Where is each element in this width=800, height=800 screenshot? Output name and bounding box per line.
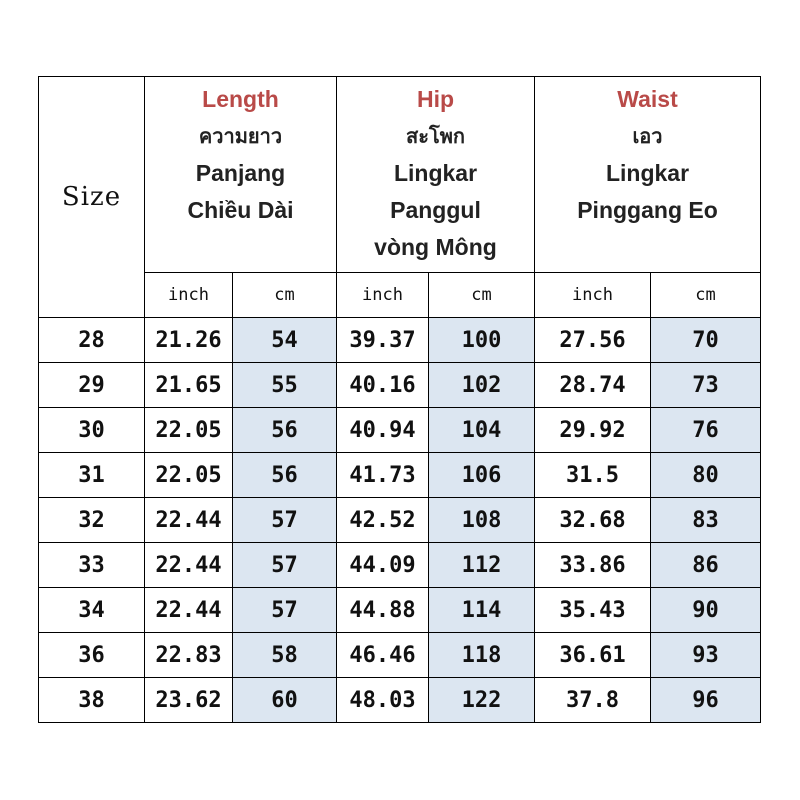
- cell-hip-inch: 41.73: [337, 453, 429, 498]
- cell-waist-cm: 83: [651, 498, 761, 543]
- cell-length-cm: 57: [233, 498, 337, 543]
- cell-hip-cm: 106: [429, 453, 535, 498]
- cell-hip-inch: 40.16: [337, 363, 429, 408]
- cell-waist-cm: 86: [651, 543, 761, 588]
- cell-waist-inch: 35.43: [535, 588, 651, 633]
- cell-length-cm: 60: [233, 678, 337, 723]
- cell-length-inch: 21.65: [145, 363, 233, 408]
- cell-length-cm: 54: [233, 318, 337, 363]
- cell-hip-cm: 102: [429, 363, 535, 408]
- hip-vietnamese: vòng Mông: [374, 234, 497, 260]
- table-body: [39, 318, 761, 723]
- hip-title: Hip: [416, 86, 455, 112]
- table-row: [39, 453, 761, 498]
- waist-thai: เอว: [632, 124, 663, 148]
- cell-hip-inch: 44.09: [337, 543, 429, 588]
- cell-size: 38: [39, 678, 145, 723]
- cell-length-inch: 22.83: [145, 633, 233, 678]
- cell-waist-cm: 70: [651, 318, 761, 363]
- unit-waist-cm: cm: [651, 273, 761, 318]
- cell-hip-inch: 39.37: [337, 318, 429, 363]
- table-row: [39, 408, 761, 453]
- cell-length-cm: 58: [233, 633, 337, 678]
- cell-length-cm: 56: [233, 408, 337, 453]
- length-title: Length: [202, 86, 279, 112]
- cell-length-inch: 22.44: [145, 498, 233, 543]
- cell-hip-cm: 122: [429, 678, 535, 723]
- cell-waist-inch: 37.8: [535, 678, 651, 723]
- cell-hip-inch: 46.46: [337, 633, 429, 678]
- cell-waist-inch: 33.86: [535, 543, 651, 588]
- cell-hip-cm: 104: [429, 408, 535, 453]
- unit-waist-inch: inch: [535, 273, 651, 318]
- cell-waist-cm: 90: [651, 588, 761, 633]
- length-header: [145, 77, 337, 273]
- cell-waist-inch: 31.5: [535, 453, 651, 498]
- table-row: [39, 633, 761, 678]
- cell-waist-inch: 32.68: [535, 498, 651, 543]
- table-row: [39, 498, 761, 543]
- cell-length-inch: 23.62: [145, 678, 233, 723]
- cell-waist-cm: 80: [651, 453, 761, 498]
- table-row: [39, 318, 761, 363]
- cell-waist-inch: 29.92: [535, 408, 651, 453]
- cell-waist-cm: 93: [651, 633, 761, 678]
- hip-malay-1: Lingkar: [393, 160, 478, 186]
- cell-size: 31: [39, 453, 145, 498]
- cell-length-inch: 22.05: [145, 453, 233, 498]
- cell-length-cm: 56: [233, 453, 337, 498]
- table-row: [39, 363, 761, 408]
- cell-length-inch: 22.05: [145, 408, 233, 453]
- cell-waist-inch: 28.74: [535, 363, 651, 408]
- table-row: [39, 588, 761, 633]
- size-header: Size: [39, 77, 145, 318]
- table-row: [39, 543, 761, 588]
- length-vietnamese: Chiều Dài: [187, 197, 294, 223]
- cell-hip-cm: 118: [429, 633, 535, 678]
- cell-hip-inch: 40.94: [337, 408, 429, 453]
- cell-size: 33: [39, 543, 145, 588]
- cell-length-inch: 21.26: [145, 318, 233, 363]
- cell-waist-cm: 96: [651, 678, 761, 723]
- waist-header: [535, 77, 761, 273]
- cell-size: 28: [39, 318, 145, 363]
- cell-hip-inch: 48.03: [337, 678, 429, 723]
- cell-size: 34: [39, 588, 145, 633]
- hip-header: [337, 77, 535, 273]
- waist-malay: Lingkar: [605, 160, 690, 186]
- cell-waist-cm: 73: [651, 363, 761, 408]
- cell-size: 29: [39, 363, 145, 408]
- cell-waist-cm: 76: [651, 408, 761, 453]
- waist-title: Waist: [617, 86, 678, 112]
- table-row: [39, 678, 761, 723]
- cell-length-cm: 57: [233, 588, 337, 633]
- cell-length-inch: 22.44: [145, 588, 233, 633]
- cell-length-inch: 22.44: [145, 543, 233, 588]
- cell-hip-cm: 108: [429, 498, 535, 543]
- unit-hip-cm: cm: [429, 273, 535, 318]
- cell-hip-inch: 44.88: [337, 588, 429, 633]
- cell-waist-inch: 27.56: [535, 318, 651, 363]
- cell-length-cm: 55: [233, 363, 337, 408]
- unit-length-cm: cm: [233, 273, 337, 318]
- cell-hip-cm: 112: [429, 543, 535, 588]
- cell-size: 30: [39, 408, 145, 453]
- cell-hip-cm: 114: [429, 588, 535, 633]
- hip-malay-2: Panggul: [390, 197, 481, 223]
- cell-hip-cm: 100: [429, 318, 535, 363]
- cell-size: 36: [39, 633, 145, 678]
- unit-hip-inch: inch: [337, 273, 429, 318]
- length-thai: ความยาว: [198, 124, 283, 148]
- cell-size: 32: [39, 498, 145, 543]
- unit-length-inch: inch: [145, 273, 233, 318]
- cell-waist-inch: 36.61: [535, 633, 651, 678]
- cell-length-cm: 57: [233, 543, 337, 588]
- waist-malay-vietnamese: Pinggang Eo: [577, 197, 718, 223]
- hip-thai: สะโพก: [406, 124, 465, 148]
- length-malay: Panjang: [195, 160, 286, 186]
- size-chart-table: [38, 76, 761, 723]
- cell-hip-inch: 42.52: [337, 498, 429, 543]
